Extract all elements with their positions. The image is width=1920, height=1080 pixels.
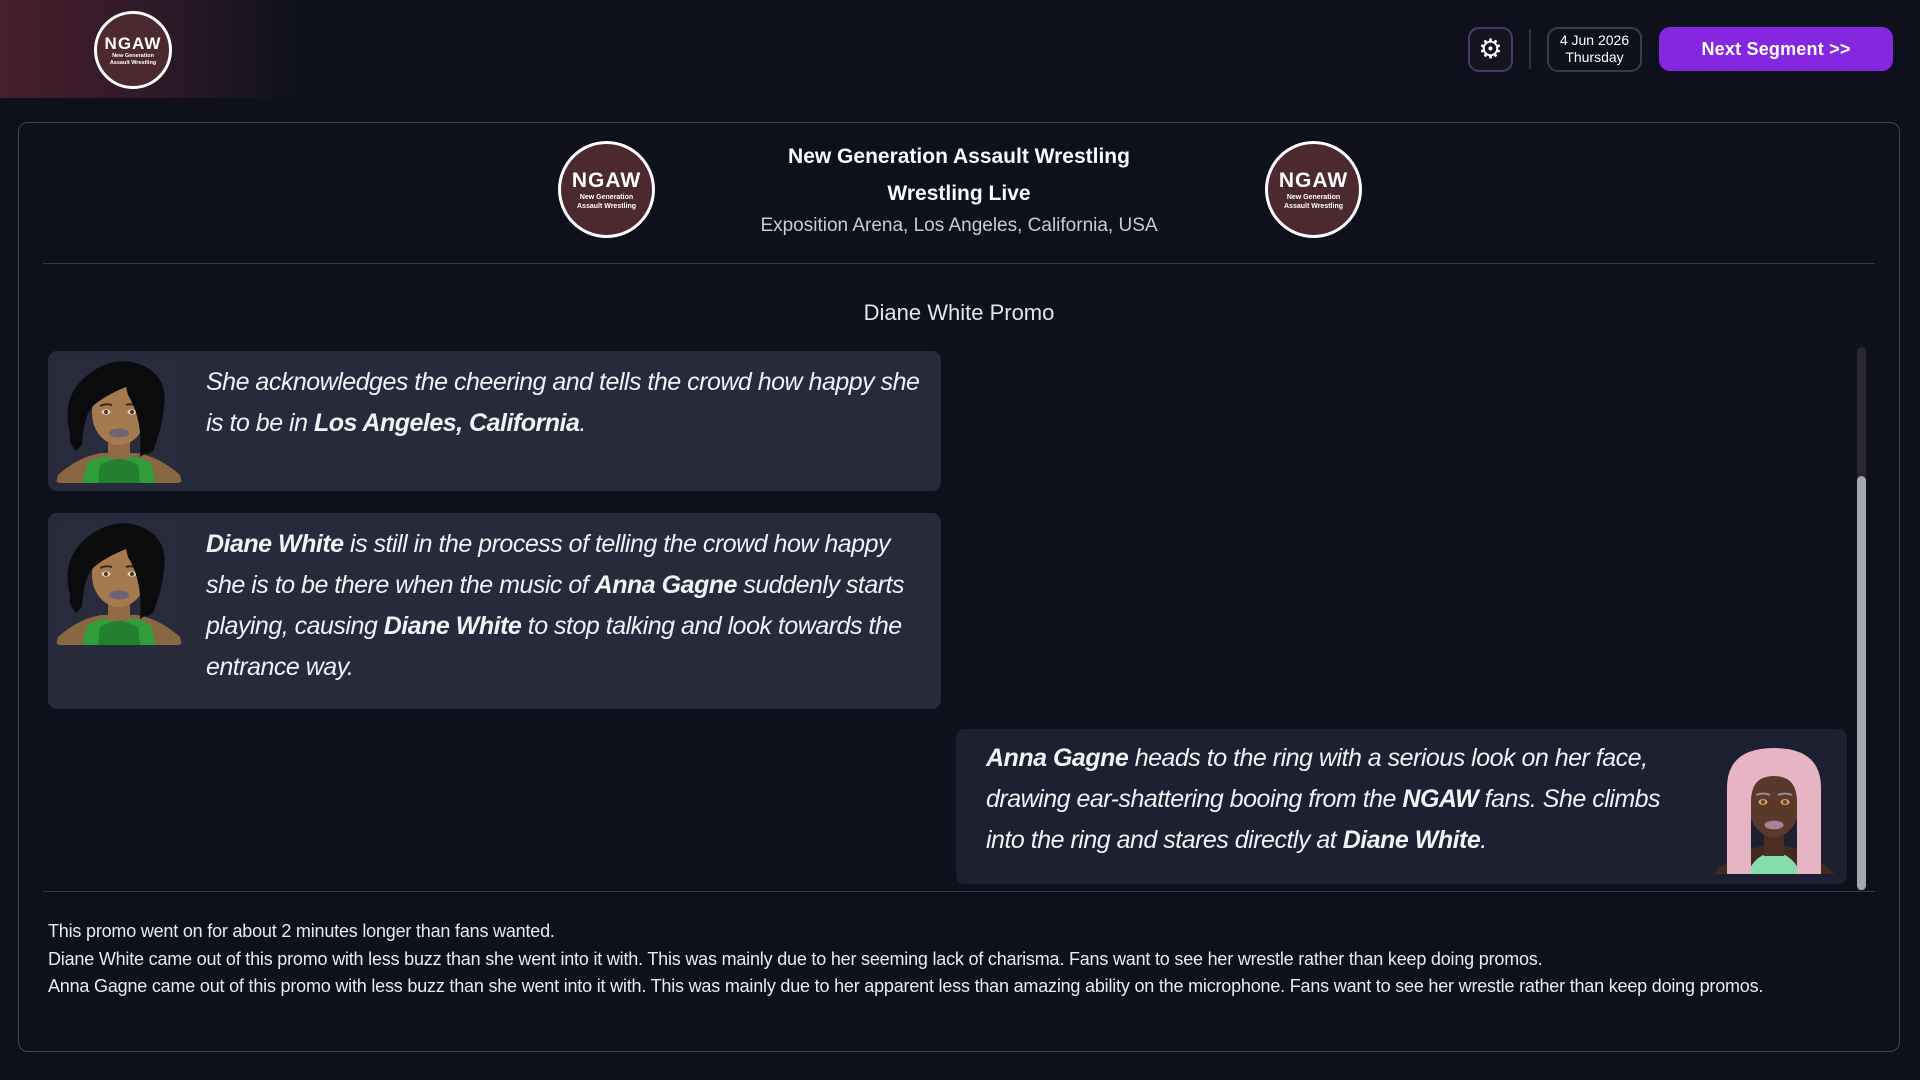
brand-logo bbox=[94, 11, 172, 89]
promotion-logo-right bbox=[1265, 141, 1362, 238]
brand-name-line1: New Generation bbox=[579, 193, 634, 201]
event-titles bbox=[19, 123, 1899, 236]
brand-abbr: NGAW bbox=[571, 168, 642, 192]
promotion-logo-left bbox=[558, 141, 655, 238]
summary-line: Anna Gagne came out of this promo with less buzz than she went into it with. This was mainly due to her apparent less than amazing ability on the microphone. Fans want to see her wrestle rather than keep doing promos. bbox=[48, 976, 1764, 996]
date-line: 4 Jun 2026 bbox=[1559, 32, 1630, 48]
header-divider bbox=[43, 263, 1875, 264]
promotion-name: New Generation Assault Wrestling bbox=[788, 145, 1130, 168]
event-header bbox=[19, 123, 1899, 263]
summary-divider bbox=[43, 891, 1875, 892]
brand-name-line2: Assault Wrestling bbox=[109, 59, 157, 66]
anna-gagne-portrait bbox=[1711, 738, 1837, 874]
promo-transcript bbox=[19, 351, 1899, 891]
brand-abbr: NGAW bbox=[104, 33, 162, 53]
brand-name-line2: Assault Wrestling bbox=[1284, 202, 1343, 210]
brand-abbr: NGAW bbox=[1278, 168, 1349, 192]
venue-text: Exposition Arena, Los Angeles, California, USA bbox=[760, 215, 1158, 236]
summary-section bbox=[48, 918, 1870, 1001]
anna-gagne-avatar bbox=[1711, 738, 1837, 874]
brand-name-line1: New Generation bbox=[112, 52, 154, 59]
message-text: Anna Gagne heads to the ring with a serious look on her face, drawing ear-shattering booing from the NGAW fans. She climbs into the ring and stares directly at Diane White. bbox=[986, 744, 1661, 854]
diane-white-avatar bbox=[56, 521, 182, 645]
brand-name-line1: New Generation bbox=[1286, 193, 1341, 201]
chat-scrollbar-track[interactable] bbox=[1857, 347, 1866, 892]
next-segment-button[interactable]: Next Segment >> bbox=[1659, 27, 1893, 71]
summary-line: This promo went on for about 2 minutes longer than fans wanted. bbox=[48, 921, 555, 941]
segment-title: Diane White Promo bbox=[863, 300, 1055, 325]
gear-icon: ⚙ bbox=[1478, 33, 1503, 65]
summary-line: Diane White came out of this promo with less buzz than she went into it with. This was mainly due to her seeming lack of charisma. Fans want to see her wrestle rather than keep doing promos. bbox=[48, 948, 1543, 969]
segment-card bbox=[18, 122, 1900, 1052]
message-row bbox=[48, 513, 941, 709]
weekday-line: Thursday bbox=[1565, 49, 1624, 65]
message-text: She acknowledges the cheering and tells the crowd how happy she is to be in Los Angeles, California. bbox=[206, 368, 920, 437]
diane-white-avatar bbox=[56, 359, 182, 483]
diane-white-portrait bbox=[56, 521, 182, 645]
top-bar-controls bbox=[1468, 27, 1893, 72]
chat-scrollbar-thumb[interactable] bbox=[1857, 476, 1866, 890]
date-display bbox=[1547, 27, 1642, 72]
message-row bbox=[956, 729, 1847, 884]
show-name: Wrestling Live bbox=[887, 182, 1031, 205]
brand-name-line2: Assault Wrestling bbox=[577, 202, 636, 210]
message-row bbox=[48, 351, 941, 491]
message-text: Diane White is still in the process of telling the crowd how happy she is to be there when the music of Anna Gagne suddenly starts playing, causing Diane White to stop talking and look towards the entrance way. bbox=[206, 530, 905, 681]
settings-button[interactable] bbox=[1468, 27, 1513, 72]
top-bar-divider bbox=[1529, 29, 1531, 69]
top-bar bbox=[0, 0, 1920, 98]
diane-white-portrait bbox=[56, 359, 182, 483]
